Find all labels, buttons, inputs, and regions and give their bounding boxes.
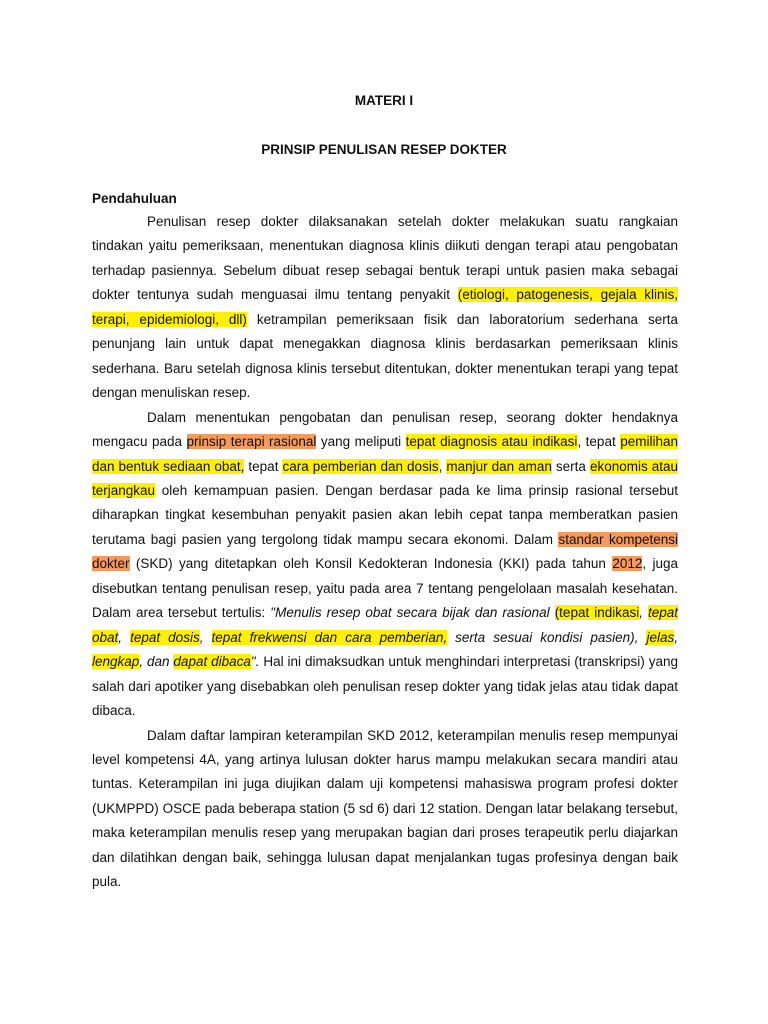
- p2-text-6: serta: [551, 458, 590, 474]
- p1-text-2: ketrampilan pemeriksaan fisik dan laboratorium sederhana serta penunjang lain untuk dapat menegakkan diagnosa klinis berdasarkan pemeriksaan klinis sederhana. Baru setelah dignosa klinis tersebut ditentukan, dokter menentukan terapi yang tepat dengan menuliskan resep.: [92, 311, 678, 401]
- p2-text-8: (SKD) yang ditetapkan oleh Konsil Kedokteran Indonesia (KKI) pada tahun: [129, 556, 613, 572]
- document-subtitle: PRINSIP PENULISAN RESEP DOKTER: [261, 142, 507, 157]
- highlight-yellow: lengkap: [92, 654, 140, 670]
- highlight-orange: prinsip terapi rasional: [186, 434, 317, 450]
- p1-text-1: Penulisan resep dokter dilaksanakan setelah dokter melakukan suatu rangkaian tindakan yaitu pemeriksaan, menentukan diagnosa klinis diikuti dengan terapi atau pengobatan terhadap pasiennya. Sebelum dibuat resep sebagai bentuk terapi untuk pasien maka sebagai dokter tentunya sudah menguasai ilmu tentang penyakit: [92, 214, 678, 303]
- paragraph-2: [92, 406, 678, 724]
- highlight-yellow: (etiologi, patogenesis, gejala klinis, terapi, epidemiologi, dll): [92, 287, 678, 327]
- highlight-yellow: tepat obat: [92, 605, 679, 645]
- p2-text-4: tepat: [244, 458, 283, 474]
- p2-text-5: ,: [438, 458, 447, 474]
- highlight-yellow: pemilihan dan bentuk sediaan obat,: [92, 434, 678, 474]
- document-title: MATERI I: [354, 93, 414, 108]
- p2-text-9: , juga disebutkan tentang penulisan resep, yaitu pada area 7 tentang pengelolaan masalah kesehatan. Dalam area tersebut tertulis:: [92, 556, 678, 621]
- quote-text: , dan: [139, 654, 174, 670]
- p2-text-3: , tepat: [577, 434, 621, 450]
- p2-text-1: Dalam menentukan pengobatan dan penulisan resep, seorang dokter hendaknya mengacu pada: [92, 409, 678, 450]
- p2-text-10: Hal ini dimaksudkan untuk menghindari interpretasi (transkripsi) yang salah dari apotiker yang disebabkan oleh penulisan resep dokter yang tidak jelas atau tidak dapat dibaca.: [92, 654, 678, 719]
- highlight-yellow: dapat dibaca: [173, 654, 251, 670]
- quote-text: ,: [118, 629, 131, 645]
- highlight-yellow: ekonomis atau terjangkau: [92, 458, 679, 498]
- quote-text: ,: [199, 629, 212, 645]
- highlight-yellow: cara pemberian dan dosis: [282, 458, 439, 474]
- highlight-yellow: (tepat indikasi: [554, 605, 640, 621]
- highlight-yellow: tepat diagnosis atau indikasi: [405, 434, 578, 450]
- p2-text-7: oleh kemampuan pasien. Dengan berdasar pada ke lima prinsip rasional tersebut diharapkan tingkat kesembuhan penyakit pasien akan lebih cepat tanpa memberatkan pasien terutama bagi pasien yang tergolong tidak mampu secara ekonomi. Dalam: [92, 482, 678, 547]
- highlight-yellow: manjur dan aman: [446, 458, 552, 474]
- p2-text-2: yang meliputi: [316, 434, 406, 450]
- quote-text: serta sesuai kondisi pasien),: [447, 629, 647, 645]
- paragraph-3: Dalam daftar lampiran keterampilan SKD 2012, keterampilan menulis resep mempunyai level kompetensi 4A, yang artinya lulusan dokter harus mampu melakukan secara mandiri atau tuntas. Keterampilan ini juga diujikan dalam uji kompetensi mahasiswa program profesi dokter (UKMPPD) OSCE pada beberapa station (5 sd 6) dari 12 station. Dengan latar belakang tersebut, maka keterampilan menulis resep yang merupakan bagian dari proses terapeutik perlu diajarkan dan dilatihkan dengan baik, sehingga lulusan dapat menjalankan tugas profesinya dengan baik pula.: [92, 727, 678, 890]
- highlight-yellow: tepat frekwensi dan cara pemberian,: [211, 629, 448, 645]
- document-body: [92, 210, 678, 895]
- highlight-orange: 2012: [612, 556, 643, 572]
- highlight-yellow: jelas: [646, 629, 675, 645]
- quote-text: "Menulis resep obat secara bijak dan rasional: [270, 605, 555, 621]
- highlight-yellow: tepat dosis: [130, 629, 200, 645]
- highlight-orange: standar kompetensi dokter: [92, 531, 678, 572]
- quote-text: ".: [250, 654, 260, 670]
- quote-text: ,: [674, 629, 678, 645]
- paragraph-1: [92, 210, 678, 406]
- section-heading: Pendahuluan: [92, 191, 177, 206]
- quote-text: ,: [639, 605, 648, 621]
